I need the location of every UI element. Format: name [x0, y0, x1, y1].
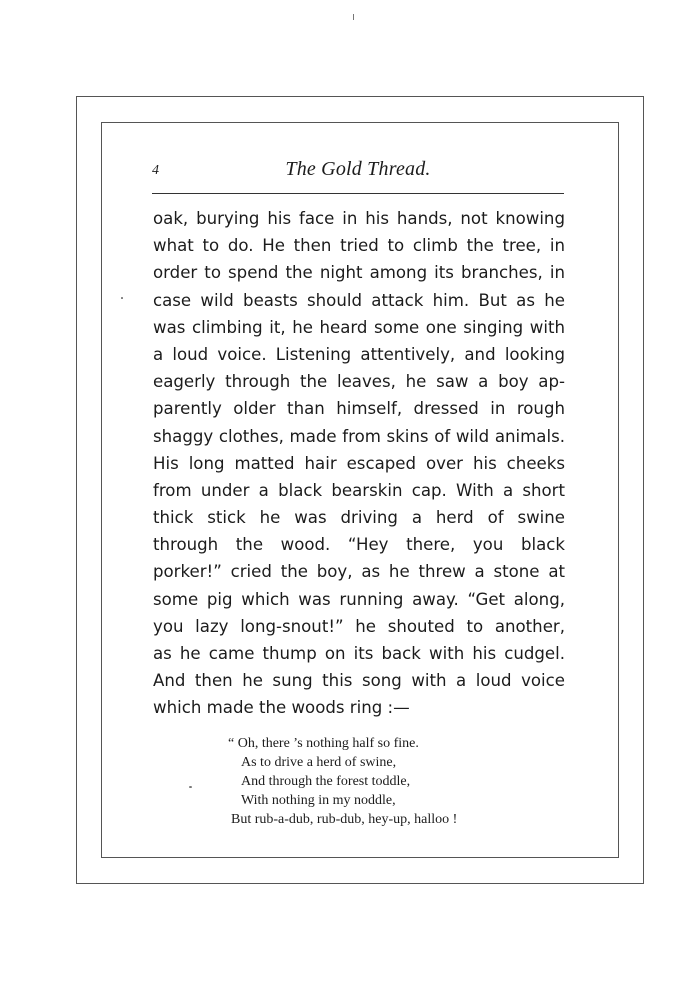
text-line: eagerly through the leaves, he saw a boy ap- [153, 372, 565, 392]
text-line: parently older than himself, dressed in rough [153, 399, 565, 419]
text-line: order to spend the night among its branches, in [153, 263, 565, 283]
text-line: some pig which was running away. “Get along, [153, 589, 565, 609]
text-line: from under a black bearskin cap. With a short [153, 480, 565, 500]
text-line: as he came thump on its back with his cudgel. [153, 644, 565, 663]
body-text [153, 205, 565, 722]
text-line: porker!” cried the boy, as he threw a stone at [153, 562, 565, 582]
verse-line: With nothing in my noddle, [241, 793, 396, 808]
verse-line: “ Oh, there ’s nothing half so fine. [228, 736, 419, 751]
text-line: And then he sung this song with a loud voice [153, 671, 565, 691]
page-number: 4 [152, 163, 159, 178]
verse-block [228, 734, 528, 829]
text-line: oak, burying his face in his hands, not knowing [153, 209, 565, 228]
verse-line: And through the forest toddle, [241, 774, 411, 789]
print-speck [121, 297, 123, 299]
running-head: The Gold Thread. [285, 158, 431, 180]
text-line: His long matted hair escaped over his cheeks [153, 453, 565, 473]
text-line: case wild beasts should attack him. But as he [153, 290, 565, 310]
text-line: thick stick he was driving a herd of swine [153, 508, 565, 528]
text-line: what to do. He then tried to climb the tree, in [153, 236, 565, 256]
print-speck [353, 14, 354, 20]
print-speck [189, 786, 192, 788]
text-line: was climbing it, he heard some one singing with [153, 317, 565, 337]
header-rule [152, 193, 564, 194]
text-line: which made the woods ring :— [153, 698, 410, 718]
verse-line: As to drive a herd of swine, [241, 755, 397, 770]
text-line: through the wood. “Hey there, you black [153, 535, 565, 555]
verse-line: But rub-a-dub, rub-dub, hey-up, halloo ! [231, 812, 458, 827]
text-line: you lazy long-snout!” he shouted to another, [153, 616, 565, 636]
text-line: a loud voice. Listening attentively, and looking [153, 344, 565, 364]
text-line: shaggy clothes, made from skins of wild animals. [153, 426, 565, 446]
